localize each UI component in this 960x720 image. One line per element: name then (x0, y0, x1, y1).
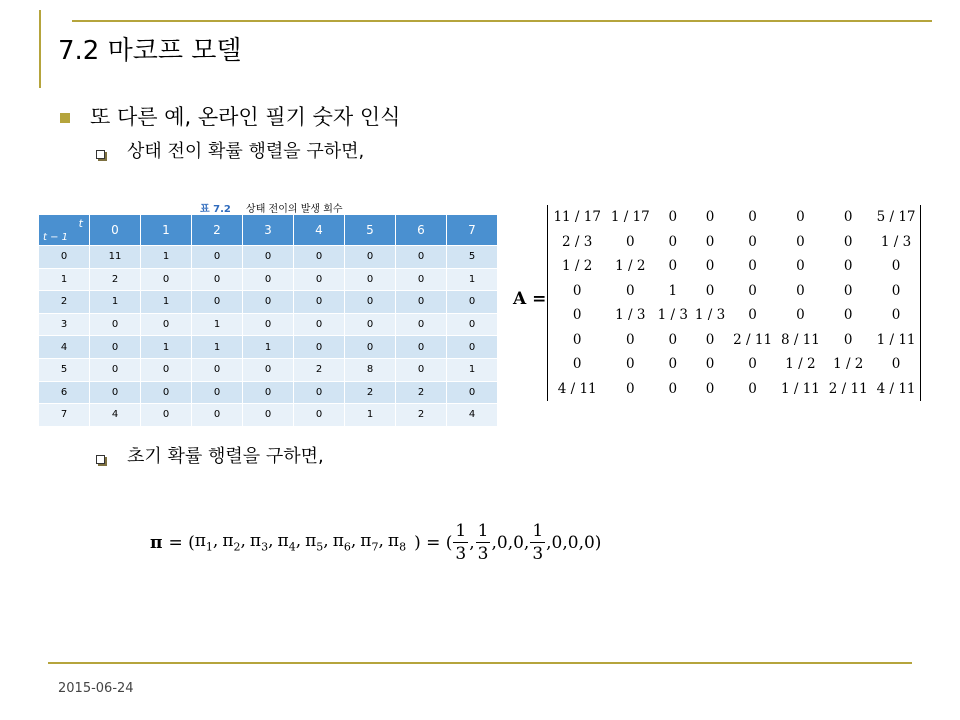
pi-term-separator: , (350, 531, 357, 552)
pi-term-separator: , (240, 531, 246, 552)
matrix-cell: 0 (705, 380, 715, 397)
matrix-cell: 2 / 3 (562, 233, 593, 250)
matrix-cell: 1 / 11 (780, 380, 820, 397)
table-cell: 0 (345, 268, 396, 291)
table-cell: 0 (447, 336, 498, 359)
matrix-cell: 0 (572, 356, 582, 373)
table-row-label: 3 (39, 313, 90, 336)
corner-label-t: t (78, 217, 83, 230)
matrix-cell: 0 (843, 331, 853, 348)
pi-term-symbol: π (387, 531, 400, 552)
table-cell: 0 (396, 246, 447, 269)
matrix-cell: 0 (843, 307, 853, 324)
fraction-numerator: 1 (532, 521, 544, 541)
pi-term-subscript: 2 (233, 540, 241, 554)
matrix-cell: 0 (668, 356, 678, 373)
matrix-cell: 5 / 17 (876, 209, 916, 226)
table-cell: 1 (447, 268, 498, 291)
table-cell: 0 (396, 291, 447, 314)
table-cell: 0 (141, 404, 192, 427)
table-cell: 0 (243, 313, 294, 336)
fraction-denominator: 3 (477, 544, 489, 564)
table-cell: 0 (294, 291, 345, 314)
pi-terms (195, 531, 410, 553)
matrix-cell: 0 (705, 258, 715, 275)
matrix-cell: 0 (705, 282, 715, 299)
matrix-cell: 0 (796, 307, 805, 324)
matrix-cell: 0 (843, 282, 853, 299)
decorative-bottom-line (48, 662, 912, 664)
pi-term (387, 531, 407, 554)
matrix-cell: 0 (748, 307, 757, 324)
pi-term-symbol: π (360, 531, 372, 552)
matrix-cell: 0 (796, 209, 805, 226)
table-cell: 0 (396, 268, 447, 291)
table-cell: 0 (396, 358, 447, 381)
pi-term-separator: , (323, 531, 329, 552)
table-row-label: 1 (39, 268, 90, 291)
eq-separator: , (469, 532, 475, 553)
fraction-one-third (453, 520, 468, 565)
table-cell: 4 (90, 404, 141, 427)
matrix-cell: 0 (748, 233, 757, 250)
matrix-cell: 0 (705, 331, 715, 348)
pi-term-symbol: π (332, 531, 344, 552)
pi-term-subscript: 7 (371, 540, 379, 554)
table-cell: 1 (141, 246, 192, 269)
pi-term (249, 531, 274, 554)
eq-open: = ( (168, 532, 195, 553)
table-cell: 0 (90, 313, 141, 336)
matrix-row (548, 377, 920, 402)
matrix-cell: 4 / 11 (557, 380, 597, 397)
table-column-header: 6 (396, 215, 447, 246)
matrix-cell: 1 (668, 282, 678, 299)
bullet-square-icon (60, 113, 70, 123)
matrix-cell: 8 / 11 (780, 331, 820, 348)
table-cell: 1 (447, 358, 498, 381)
matrix-cell: 1 / 3 (615, 307, 646, 324)
matrix-cell: 0 (748, 380, 757, 397)
matrix-cell: 0 (796, 282, 805, 299)
pi-term (305, 531, 329, 554)
matrix-cell: 4 / 11 (876, 380, 916, 397)
pi-term (360, 531, 384, 554)
pi-term-symbol: π (305, 531, 317, 552)
matrix-cell: 0 (668, 380, 678, 397)
corner-label-t-minus-1: t − 1 (43, 232, 69, 243)
matrix-cell: 0 (625, 331, 635, 348)
matrix-cell: 0 (625, 282, 635, 299)
pi-term (194, 531, 219, 554)
table-cell: 0 (243, 246, 294, 269)
matrix-cell: 0 (843, 209, 853, 226)
table-cell: 0 (294, 336, 345, 359)
matrix-cell: 0 (625, 356, 635, 373)
matrix-cell: 0 (891, 356, 901, 373)
pi-term-subscript: 4 (288, 540, 296, 554)
table-cell: 0 (192, 404, 243, 427)
sub-bullet-text-transition: 상태 전이 확률 행렬을 구하면, (127, 141, 365, 162)
table-cell: 0 (447, 381, 498, 404)
pi-term-subscript: 6 (343, 540, 351, 554)
initial-probability-equation (150, 515, 601, 570)
fraction-numerator: 1 (455, 521, 467, 541)
table-cell: 0 (90, 381, 141, 404)
matrix-cell: 1 / 11 (876, 331, 916, 348)
table-column-header: 3 (243, 215, 294, 246)
matrix-cell: 0 (668, 233, 678, 250)
pi-term-symbol: π (222, 531, 234, 552)
pi-term-symbol: π (194, 531, 206, 552)
pi-term-subscript: 5 (316, 540, 324, 554)
table-cell: 0 (294, 246, 345, 269)
pi-term-symbol: π (249, 531, 262, 552)
table-cell: 0 (243, 268, 294, 291)
table-cell: 0 (345, 291, 396, 314)
pi-term-separator: , (268, 531, 274, 552)
fraction-one-third (530, 520, 545, 565)
footer-date: 2015-06-24 (58, 681, 134, 696)
matrix-cell: 11 / 17 (553, 209, 601, 226)
matrix-row (548, 279, 920, 304)
table-column-header: 7 (447, 215, 498, 246)
table-cell: 0 (294, 404, 345, 427)
table-caption-number: 표 7.2 (200, 204, 231, 215)
matrix-a-symbol: A = (513, 289, 547, 309)
table-cell: 1 (141, 336, 192, 359)
table-cell: 1 (192, 313, 243, 336)
matrix-cell: 0 (796, 258, 805, 275)
transition-matrix-a (547, 205, 921, 401)
table-cell: 2 (90, 268, 141, 291)
pi-term-separator: , (295, 531, 302, 552)
pi-term (277, 531, 302, 554)
matrix-cell: 0 (572, 331, 582, 348)
table-cell: 0 (345, 336, 396, 359)
table-cell: 0 (90, 358, 141, 381)
table-row (39, 246, 498, 269)
table-cell: 1 (345, 404, 396, 427)
matrix-cell: 0 (843, 233, 853, 250)
matrix-row (548, 230, 920, 255)
pi-term-subscript: 3 (261, 540, 269, 554)
fraction-denominator: 3 (532, 544, 544, 564)
eq-tail-values: ,0,0,0) (546, 532, 602, 553)
matrix-a-label (513, 289, 546, 309)
fraction-numerator: 1 (477, 521, 489, 541)
fraction-one-third (476, 520, 491, 565)
table-column-header: 5 (345, 215, 396, 246)
matrix-cell: 1 / 2 (833, 356, 864, 373)
matrix-row (548, 303, 920, 328)
matrix-cell: 1 / 2 (615, 258, 646, 275)
matrix-row (548, 352, 920, 377)
table-cell: 0 (141, 313, 192, 336)
matrix-cell: 0 (748, 282, 757, 299)
pi-term-subscript: 1 (205, 540, 213, 554)
decorative-vertical-line (39, 10, 41, 88)
matrix-row (548, 254, 920, 279)
table-column-header: 2 (192, 215, 243, 246)
pi-term-separator: , (212, 531, 219, 552)
fraction-denominator: 3 (455, 544, 467, 564)
table-cell: 2 (294, 358, 345, 381)
table-cell: 0 (192, 291, 243, 314)
bullet-text-main: 또 다른 예, 온라인 필기 숫자 인식 (90, 105, 401, 129)
table-cell: 1 (141, 291, 192, 314)
matrix-row (548, 328, 920, 353)
pi-term (222, 531, 246, 554)
eq-rhs-open: ) = ( (414, 532, 453, 553)
matrix-cell: 0 (891, 282, 901, 299)
table-row-label: 2 (39, 291, 90, 314)
eq-middle-values: ,0,0, (491, 532, 530, 553)
table-cell: 0 (345, 246, 396, 269)
table-row (39, 313, 498, 336)
table-cell: 2 (345, 381, 396, 404)
pi-vector-symbol: π (150, 532, 163, 553)
table-row (39, 358, 498, 381)
matrix-cell: 1 / 3 (657, 307, 688, 324)
matrix-cell: 0 (796, 233, 805, 250)
pi-term-separator: , (378, 531, 384, 552)
sub-bullet-text-initial: 초기 확률 행렬을 구하면, (127, 446, 324, 467)
table-column-header: 1 (141, 215, 192, 246)
sub-bullet-icon (96, 150, 105, 159)
matrix-cell: 0 (625, 233, 635, 250)
matrix-cell: 0 (668, 258, 678, 275)
table-cell: 0 (345, 313, 396, 336)
decorative-top-line (72, 20, 932, 22)
table-cell: 0 (243, 358, 294, 381)
table-cell: 1 (90, 291, 141, 314)
table-cell: 0 (192, 358, 243, 381)
matrix-cell: 1 / 3 (880, 233, 912, 250)
table-cell: 1 (243, 336, 294, 359)
matrix-cell: 0 (668, 209, 678, 226)
matrix-cell: 0 (705, 356, 715, 373)
table-cell: 0 (141, 268, 192, 291)
table-row (39, 336, 498, 359)
table-row-label: 4 (39, 336, 90, 359)
table-cell: 1 (192, 336, 243, 359)
table-caption (200, 200, 343, 215)
matrix-cell: 1 / 3 (694, 307, 726, 324)
matrix-cell: 0 (705, 233, 715, 250)
matrix-cell: 2 / 11 (733, 331, 773, 348)
matrix-cell: 0 (891, 307, 901, 324)
matrix-cell: 0 (705, 209, 715, 226)
table-row-label: 7 (39, 404, 90, 427)
table-row-label: 0 (39, 246, 90, 269)
transition-count-table (38, 214, 498, 427)
table-row (39, 404, 498, 427)
matrix-cell: 0 (748, 209, 757, 226)
table-row (39, 381, 498, 404)
matrix-cell: 0 (891, 258, 901, 275)
matrix-cell: 0 (668, 331, 678, 348)
table-cell: 11 (90, 246, 141, 269)
matrix-cell: 0 (748, 258, 757, 275)
matrix-cell: 0 (843, 258, 853, 275)
table-cell: 8 (345, 358, 396, 381)
table-row-label: 5 (39, 358, 90, 381)
table-cell: 0 (396, 336, 447, 359)
table-row-label: 6 (39, 381, 90, 404)
pi-term-symbol: π (277, 531, 289, 552)
table-cell: 0 (192, 268, 243, 291)
table-cell: 0 (141, 381, 192, 404)
table-cell: 0 (396, 313, 447, 336)
table-cell: 0 (141, 358, 192, 381)
table-cell: 5 (447, 246, 498, 269)
matrix-cell: 0 (625, 380, 635, 397)
table-cell: 0 (447, 313, 498, 336)
matrix-cell: 0 (572, 307, 582, 324)
matrix-cell: 1 / 2 (562, 258, 593, 275)
table-cell: 0 (294, 313, 345, 336)
table-cell: 2 (396, 404, 447, 427)
matrix-cell: 0 (572, 282, 582, 299)
matrix-cell: 2 / 11 (828, 380, 868, 397)
table-column-header: 0 (90, 215, 141, 246)
table-cell: 0 (243, 404, 294, 427)
table-row (39, 268, 498, 291)
pi-term (332, 531, 357, 554)
matrix-cell: 1 / 2 (785, 356, 816, 373)
table-cell: 4 (447, 404, 498, 427)
table-cell: 0 (243, 381, 294, 404)
table-cell: 0 (243, 291, 294, 314)
table-cell: 0 (192, 381, 243, 404)
table-corner-header (39, 215, 90, 246)
slide-title: 7.2 마코프 모델 (58, 36, 242, 66)
table-cell: 2 (396, 381, 447, 404)
matrix-row (548, 205, 920, 230)
table-column-header: 4 (294, 215, 345, 246)
table-row (39, 291, 498, 314)
sub-bullet-icon (96, 455, 105, 464)
table-caption-text: 상태 전이의 발생 회수 (246, 204, 343, 215)
table-cell: 0 (294, 381, 345, 404)
table-cell: 0 (192, 246, 243, 269)
table-cell: 0 (294, 268, 345, 291)
table-cell: 0 (90, 336, 141, 359)
matrix-cell: 1 / 17 (610, 209, 650, 226)
matrix-cell: 0 (748, 356, 757, 373)
table-cell: 0 (447, 291, 498, 314)
pi-term-subscript: 8 (399, 540, 407, 554)
